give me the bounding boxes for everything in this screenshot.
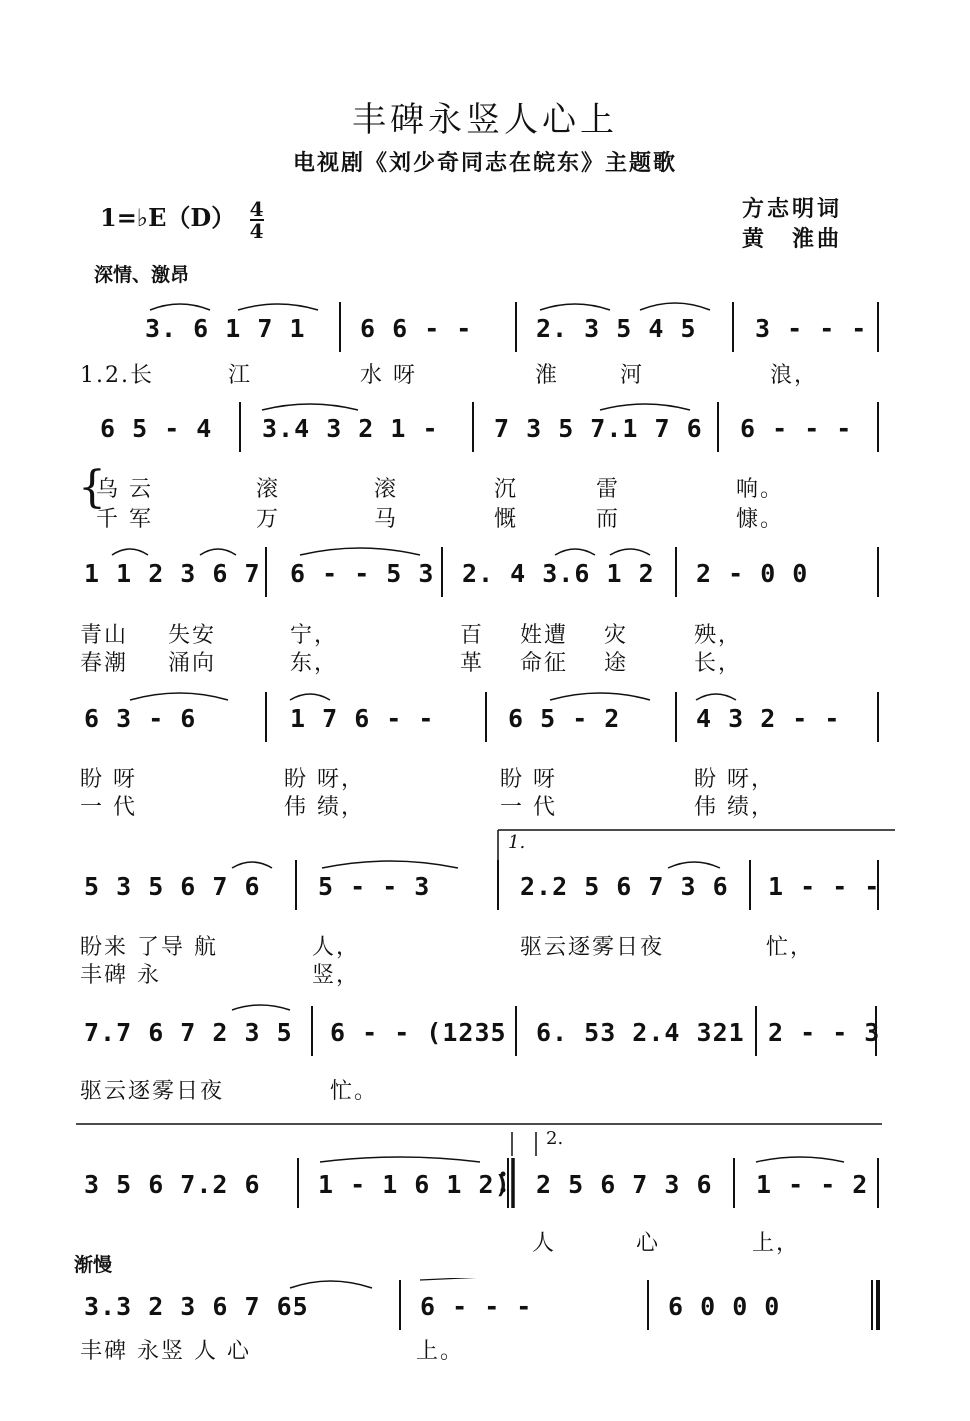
staff-line-8 — [0, 1278, 970, 1338]
lyricist-credit: 方志明词 — [742, 197, 843, 222]
lyric: 万 — [256, 507, 281, 532]
lyric: 伟 绩， — [694, 795, 775, 820]
lyrics-line-5a — [80, 930, 960, 960]
lyric: 东， — [290, 651, 339, 676]
measure-1-4: 3 - - - — [755, 314, 868, 343]
lyric: 浪， — [770, 363, 819, 388]
volta-1-label: 1. — [508, 832, 526, 853]
lyric: 失安 — [168, 623, 217, 648]
lyric: 盼 呀 — [80, 767, 137, 792]
lyric: 慨 — [494, 507, 519, 532]
lyrics-line-4a — [80, 762, 960, 792]
lyric: 响。 — [736, 477, 785, 502]
measure-2-1: 6 5 - 4 — [100, 414, 213, 443]
lyric: 河 — [620, 363, 645, 388]
volta-2-label: 2. — [546, 1128, 564, 1149]
measure-5-1: 5 3 5 6 7 6 — [84, 872, 261, 901]
lyric: 丰碑 永 — [80, 963, 161, 988]
lyrics-line-4b — [80, 790, 960, 820]
lyrics-line-2a — [96, 472, 956, 502]
lyric: 一 代 — [80, 795, 137, 820]
measure-3-2: 6 - - 5 3 — [290, 559, 435, 588]
measure-1-1: 3. 6 1 7 1 — [145, 314, 306, 343]
lyrics-line-8 — [80, 1334, 960, 1364]
measure-8-1: 3.3 2 3 6 7 65 — [84, 1292, 309, 1321]
measure-5-4: 1 - - - — [768, 872, 881, 901]
lyrics-line-6 — [80, 1074, 960, 1104]
measure-6-2: 6 - - (1235 — [330, 1018, 507, 1047]
expression-mark: 深情、激昂 — [94, 264, 190, 286]
measure-3-4: 2 - 0 0 — [696, 559, 809, 588]
lyrics-line-3b — [80, 646, 960, 676]
staff-line-6 — [0, 1004, 970, 1064]
lyric: 途 — [604, 651, 629, 676]
staff-line-2 — [0, 400, 970, 460]
lyric: 上， — [752, 1231, 801, 1256]
measure-4-3: 6 5 - 2 — [508, 704, 621, 733]
staff-line-5 — [0, 858, 970, 918]
lyric: 心 — [636, 1231, 661, 1256]
lyric: 百 — [460, 623, 485, 648]
measure-2-4: 6 - - - — [740, 414, 853, 443]
lyric: 长， — [694, 651, 743, 676]
verse-brace: { — [78, 462, 106, 513]
lyric: 姓遭 — [520, 623, 569, 648]
time-sig-bottom: 4 — [249, 218, 264, 243]
lyrics-line-3a — [80, 618, 960, 648]
lyrics-line-2b — [96, 502, 956, 532]
lyric: 驱云逐雾日夜 — [80, 1079, 225, 1104]
lyric: 人 — [532, 1231, 557, 1256]
lyric: 灾 — [604, 623, 629, 648]
measure-3-1: 1 1 2 3 6 7 — [84, 559, 261, 588]
lyric: 忙。 — [330, 1079, 379, 1104]
measure-6-3: 6. 53 2.4 321 — [536, 1018, 745, 1047]
lyrics-line-5b — [80, 958, 960, 988]
measure-7-4: 1 - - 2 — [756, 1170, 869, 1199]
measure-4-4: 4 3 2 - - — [696, 704, 841, 733]
lyric: 殃， — [694, 623, 743, 648]
measure-7-3: 2 5 6 7 3 6 — [536, 1170, 713, 1199]
measure-2-2: 3.4 3 2 1 - — [262, 414, 439, 443]
time-signature — [249, 196, 264, 243]
lyric: 千 军 — [96, 507, 153, 532]
lyric: 伟 绩， — [284, 795, 365, 820]
lyric: 滚 — [374, 477, 399, 502]
lyric: 人， — [312, 935, 361, 960]
lyric: 驱云逐雾日夜 — [520, 935, 665, 960]
measure-1-3: 2. 3 5 4 5 — [536, 314, 697, 343]
lyric: 青山 — [80, 623, 129, 648]
lyric: 乌 云 — [96, 477, 153, 502]
lyrics-line-7 — [80, 1226, 960, 1256]
measure-7-2: 1 - 1 6 1 2) — [318, 1170, 511, 1199]
staff-line-7 — [0, 1156, 970, 1216]
measure-5-2: 5 - - 3 — [318, 872, 431, 901]
measure-4-1: 6 3 - 6 — [84, 704, 197, 733]
lyric: 淮 — [535, 363, 560, 388]
measure-7-1: 3 5 6 7.2 6 — [84, 1170, 261, 1199]
time-sig-top: 4 — [249, 196, 264, 221]
key-signature — [100, 198, 264, 241]
lyric: 革 — [460, 651, 485, 676]
measure-4-2: 1 7 6 - - — [290, 704, 435, 733]
composer-credit: 黄 淮曲 — [742, 227, 843, 252]
song-title: 丰碑永竖人心上 — [352, 100, 618, 140]
lyric: 盼 呀， — [284, 767, 365, 792]
lyric: 而 — [596, 507, 621, 532]
lyric: 盼来 了导 航 — [80, 935, 218, 960]
key-label: 1=♭E（D） — [100, 203, 236, 232]
tempo-mark: 渐慢 — [74, 1254, 113, 1276]
lyric: 雷 — [596, 477, 621, 502]
lyric: 宁， — [290, 623, 339, 648]
lyric: 1.2.长 — [80, 363, 154, 388]
staff-line-3 — [0, 545, 970, 605]
measure-3-3: 2. 4 3.6 1 2 — [462, 559, 655, 588]
lyric: 竖， — [312, 963, 361, 988]
staff-line-1 — [0, 300, 970, 360]
lyric: 涌向 — [168, 651, 217, 676]
volta-2-bracket — [0, 1118, 970, 1158]
lyrics-line-1 — [80, 358, 960, 388]
lyric: 丰碑 永竖 人 心 — [80, 1339, 251, 1364]
lyric: 上。 — [416, 1339, 465, 1364]
lyric: 盼 呀 — [500, 767, 557, 792]
lyric: 一 代 — [500, 795, 557, 820]
lyric: 忙， — [766, 935, 815, 960]
lyric: 盼 呀， — [694, 767, 775, 792]
staff-line-4 — [0, 690, 970, 750]
measure-2-3: 7 3 5 7.1 7 6 — [494, 414, 703, 443]
lyric: 慷。 — [736, 507, 785, 532]
measure-6-4: 2 - - 3 — [768, 1018, 881, 1047]
lyric: 命征 — [520, 651, 569, 676]
lyric: 滚 — [256, 477, 281, 502]
lyric: 江 — [228, 363, 253, 388]
measure-8-2: 6 - - - — [420, 1292, 533, 1321]
measure-8-3: 6 0 0 0 — [668, 1292, 781, 1321]
song-subtitle: 电视剧《刘少奇同志在皖东》主题歌 — [292, 151, 677, 176]
lyric: 水 呀 — [360, 363, 417, 388]
lyric: 马 — [374, 507, 399, 532]
measure-1-2: 6 6 - - — [360, 314, 473, 343]
measure-5-3: 2.2 5 6 7 3 6 — [520, 872, 729, 901]
lyric: 春潮 — [80, 651, 129, 676]
lyric: 沉 — [494, 477, 519, 502]
measure-6-1: 7.7 6 7 2 3 5 — [84, 1018, 293, 1047]
